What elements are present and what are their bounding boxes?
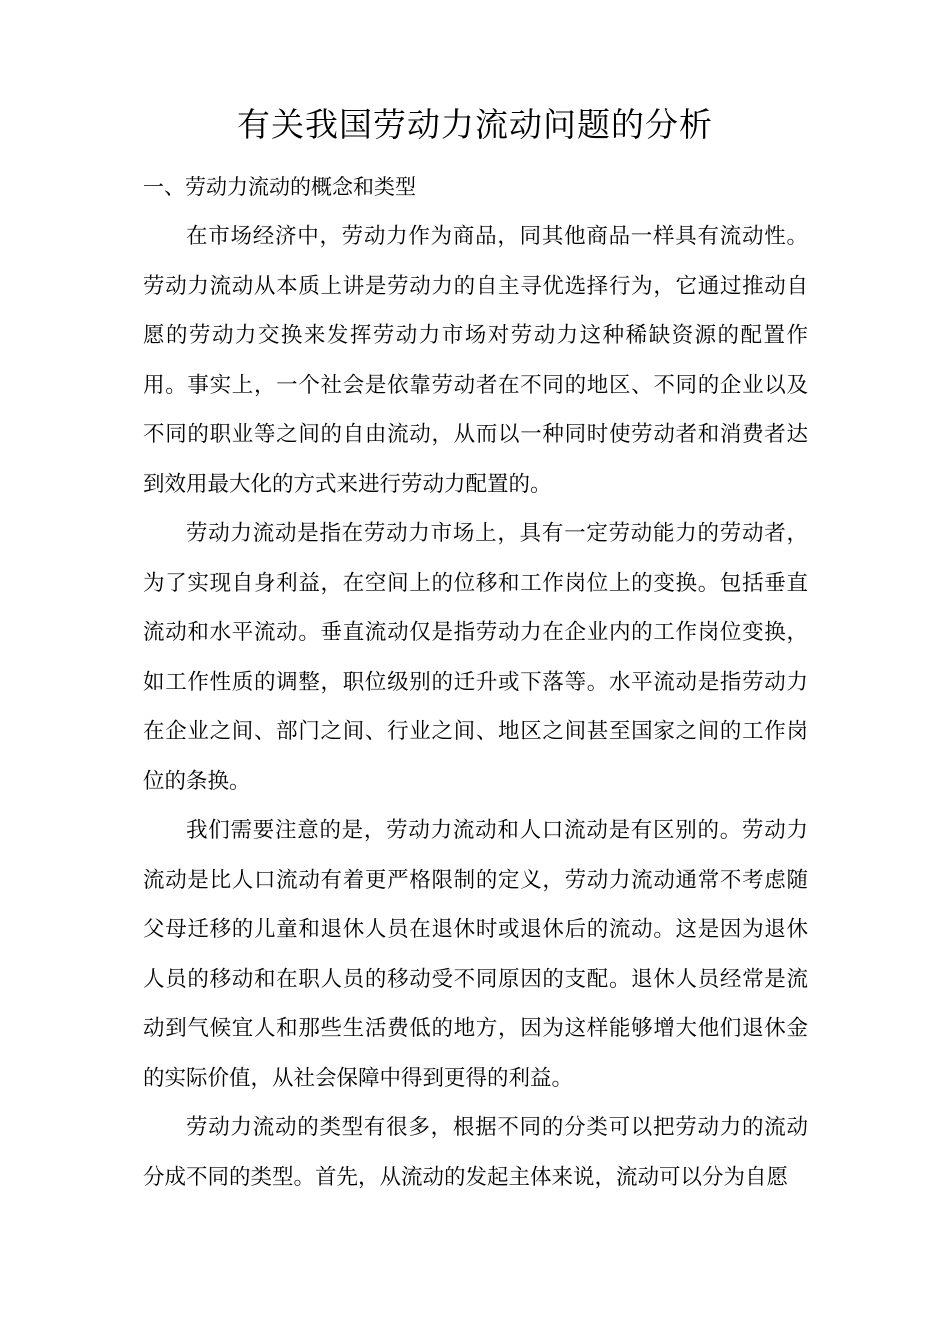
- paragraph: 劳动力流动的类型有很多，根据不同的分类可以把劳动力的流动分成不同的类型。首先，从流动的发起主体来说，流动可以分为自愿: [143, 1115, 808, 1190]
- section-heading: 一、劳动力流动的概念和类型: [143, 175, 416, 199]
- paragraph: 在市场经济中，劳动力作为商品，同其他商品一样具有流动性。劳动力流动从本质上讲是劳动力的自主寻优选择行为，它通过推动自愿的劳动力交换来发挥劳动力市场对劳动力这种稀缺资源的配置作用。事实上，一个社会是依靠劳动者在不同的地区、不同的企业以及不同的职业等之间的自由流动，从而以一种同时使劳动者和消费者达到效用最大化的方式来进行劳动力配置的。: [143, 224, 808, 497]
- paragraph: 我们需要注意的是，劳动力流动和人口流动是有区别的。劳动力流动是比人口流动有着更严格限制的定义，劳动力流动通常不考虑随父母迁移的儿童和退休人员在退休时或退休后的流动。这是因为退休人员的移动和在职人员的移动受不同原因的支配。退休人员经常是流动到气候宜人和那些生活费低的地方，因为这样能够增大他们退休金的实际价值，从社会保障中得到更得的利益。: [143, 818, 808, 1091]
- document-body: [143, 212, 808, 1202]
- document-title: 有关我国劳动力流动问题的分析: [237, 105, 713, 144]
- paragraph: 劳动力流动是指在劳动力市场上，具有一定劳动能力的劳动者，为了实现自身利益，在空间上的位移和工作岗位上的变换。包括垂直流动和水平流动。垂直流动仅是指劳动力在企业内的工作岗位变换，如工作性质的调整，职位级别的迁升或下落等。水平流动是指劳动力在企业之间、部门之间、行业之间、地区之间甚至国家之间的工作岗位的条换。: [143, 521, 808, 794]
